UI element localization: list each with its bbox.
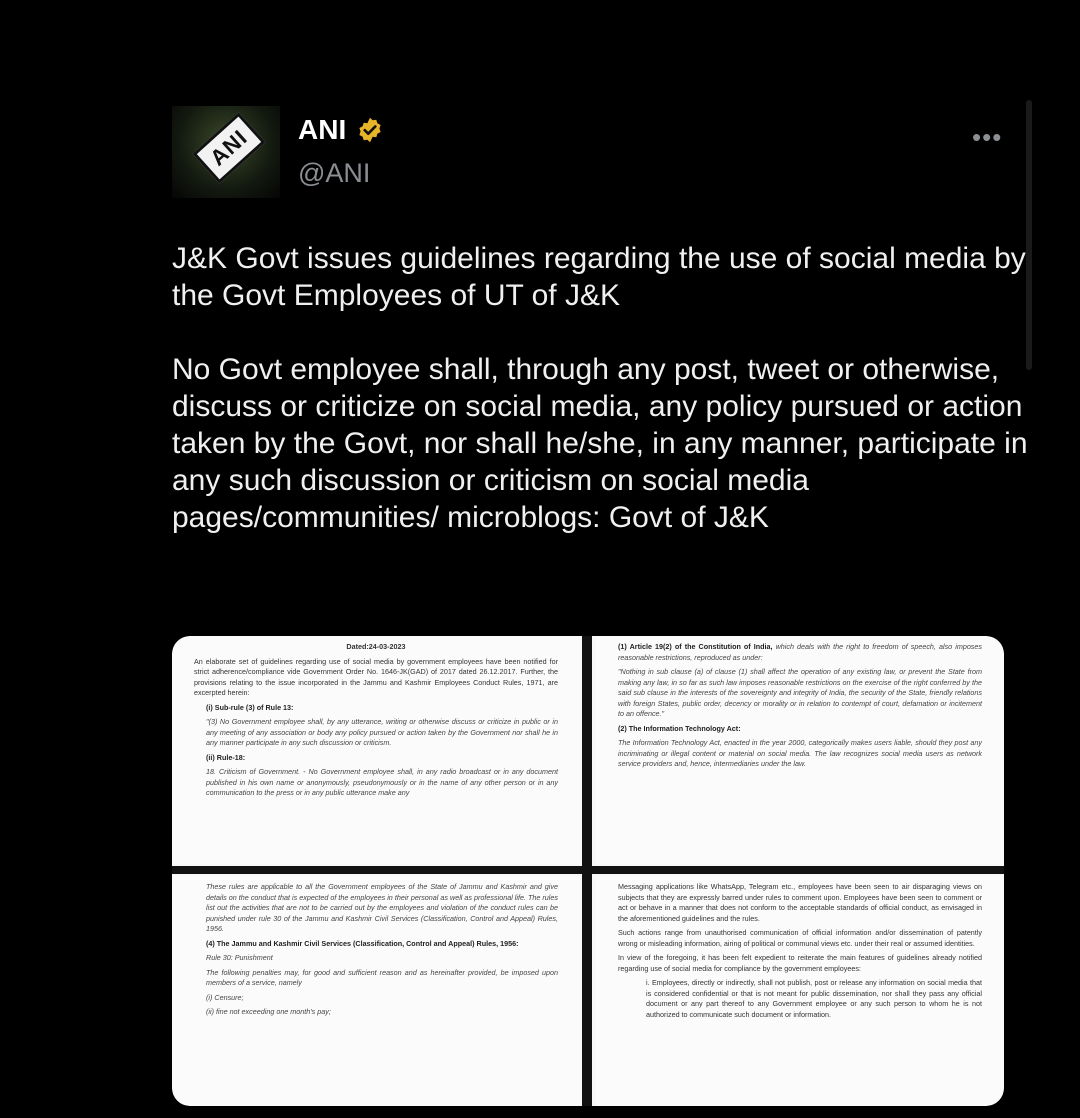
doc-text: (ii) fine not exceeding one month's pay;	[206, 1007, 331, 1016]
doc-text: (i) Censure;	[206, 992, 244, 1002]
doc-text: In view of the foregoing, it has been felt expedient to reiterate the main features of guidelines already notified regarding use of social media for compliance by the government employees:	[618, 953, 982, 973]
document-page-2	[596, 636, 1004, 864]
doc-text: Such actions range from unauthorised communication of official information and/or dissemination of patently wrong or misleading information, airing of political or communal views etc. under their real or assumed identities.	[618, 928, 982, 948]
avatar[interactable]	[172, 106, 280, 198]
doc-text: The following penalties may, for good and sufficient reason and as hereinafter provided, be imposed upon members of a service, namely	[206, 967, 558, 987]
ani-logo	[193, 112, 266, 183]
doc-heading: (ii) Rule-18:	[206, 752, 246, 762]
doc-text: 18. Criticism of Government. - No Government employee shall, in any radio broadcast or in any document published in his own name or anonymously, pseudonymously or in the name of any other person or in any communication to the press or in any public utterance make any	[206, 767, 558, 797]
doc-text: which deals with the right to freedom of speech, also imposes reasonable restrictions, reproduced as under:	[618, 642, 982, 662]
avatar-logo-text: ANI	[205, 124, 253, 171]
doc-text: An elaborate set of guidelines regarding use of social media by government employees have been notified for strict adherence/compliance vide Government Order No. 1646-JK(GAD) of 2017 dated 26.12.2017. Further, the provisions relating to the issue incorporated in the Jammu and Kashmir Employees Conduct Rules, 1971, are excerpted herein:	[194, 656, 558, 697]
doc-heading: (1) Article 19(2) of the Constitution of India,	[618, 642, 773, 651]
doc-text: "Nothing in sub clause (a) of clause (1) shall affect the operation of any existing law, or prevent the State from making any law, in so far as such law imposes reasonable restrictions on the exercise of the right conferred by the said sub clause in the interests of the sovereignty and integrity of India, the security of the State, friendly relations with foreign States, public order, decency or morality or in relation to contempt of court, defamation or incitement to an offence."	[618, 667, 982, 718]
doc-text: i. Employees, directly or indirectly, shall not publish, post or release any information on social media that is considered confidential or that is not meant for public dissemination, nor shall they pass any official document or any part thereof to any Government employee or any such person to whom he is not authorized to communicate such document or information.	[646, 978, 982, 1019]
doc-heading: (i) Sub-rule (3) of Rule 13:	[206, 702, 294, 712]
author-handle[interactable]: @ANI	[298, 158, 371, 188]
more-icon[interactable]: •••	[972, 122, 1003, 152]
doc-text: "(3) No Government employee shall, by any utterance, writing or otherwise discuss or criticize in public or in any meeting of any association or body any policy pursued or action taken by the Government nor shall he in any manner participate in any such discussion or criticism.	[206, 717, 558, 747]
doc-text: Messaging applications like WhatsApp, Telegram etc., employees have been seen to air disparaging views on subjects that they are expressly barred under rules to comment upon. Employees have been seen to comment or act or behave in a manner that does not conform to the acceptable standards of official conduct, as envisaged in the aforementioned guidelines and the rules.	[618, 882, 982, 923]
document-page-1	[172, 636, 580, 864]
attached-image[interactable]	[172, 636, 1004, 1106]
tweet-paragraph-2: No Govt employee shall, through any post, tweet or otherwise, discuss or criticize on social media, any policy pursued or action taken by the Govt, nor shall he/she, in any manner, participate in any such discussion or criticism on social media pages/communities/ microblogs: Govt of J&K	[172, 353, 1028, 534]
doc-text: These rules are applicable to all the Government employees of the State of Jammu and Kashmir and give details on the conduct that is expected of the employees in their personal as well as professional life. The rules list out the activities that are not to be carried out by the employees and violation of the conduct rules can be punished under rule 30 of the Jammu and Kashmir Civil Services (Classification, Control and Appeal) Rules, 1956.	[206, 882, 558, 933]
document-collage	[172, 636, 1004, 1106]
verified-badge-icon	[356, 116, 384, 144]
document-page-4	[596, 876, 1004, 1106]
doc-text: The Information Technology Act, enacted in the year 2000, categorically makes users liable, should they post any incriminating or illegal content or material on social media. The law recognizes social media users as network service providers and, hence, intermediaries under the law.	[618, 738, 982, 768]
doc-heading: (2) The Information Technology Act:	[618, 723, 741, 733]
collage-divider	[172, 866, 1004, 874]
doc-date: Dated:24-03-2023	[346, 642, 406, 651]
document-page-3	[172, 876, 580, 1106]
doc-heading: (4) The Jammu and Kashmir Civil Services (Classification, Control and Appeal) Rules, 1956:	[206, 938, 519, 948]
tweet-paragraph-1: J&K Govt issues guidelines regarding the use of social media by the Govt Employees of UT of J&K	[172, 242, 1026, 312]
tweet-text	[172, 240, 1032, 536]
doc-text: Rule 30: Punishment	[206, 953, 273, 962]
author-name[interactable]: ANI	[298, 114, 347, 145]
